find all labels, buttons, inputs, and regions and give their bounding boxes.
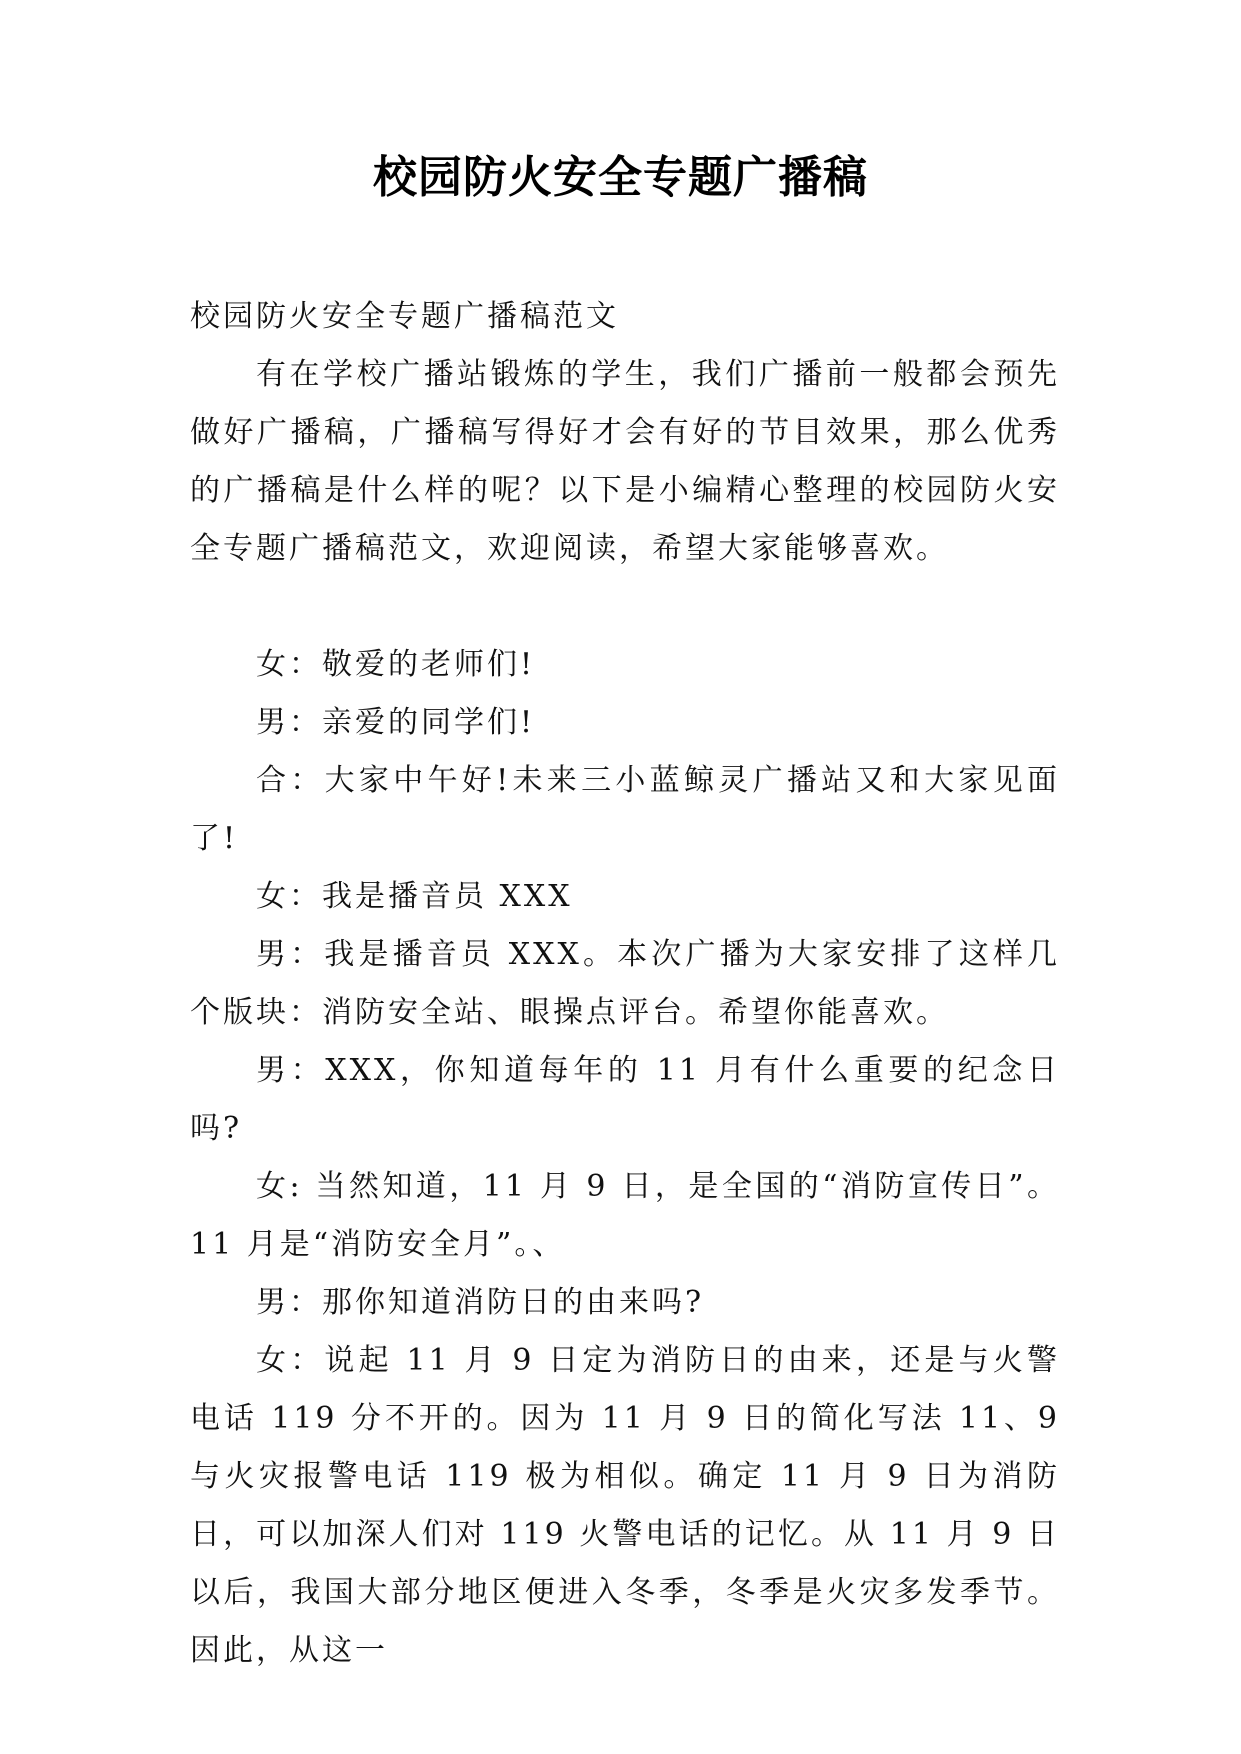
dialogue-line: 合：大家中午好!未来三小蓝鲸灵广播站又和大家见面了! (190, 763, 1060, 856)
document-subtitle: 校园防火安全专题广播稿范文 (190, 299, 619, 334)
document-title: 校园防火安全专题广播稿 (373, 152, 868, 203)
dialogue-line: 女：说起 11 月 9 日定为消防日的由来，还是与火警电话 119 分不开的。因为 11 月 9 日的简化写法 11、9 与火灾报警电话 119 极为相似。确定 11 月 9 日为消防日，可以加深人们对 119 火警电话的记忆。从 11 月 9 日以后，我国大部分地区便进入冬季，冬季是火灾多发季节。因此，从这一 (190, 1343, 1060, 1668)
dialogue-line: 男：我是播音员 XXX。本次广播为大家安排了这样几个版块：消防安全站、眼操点评台。希望你能喜欢。 (190, 937, 1060, 1030)
dialogue-line: 女：敬爱的老师们! (256, 647, 536, 682)
document-body (190, 288, 1060, 1680)
dialogue-line: 女：我是播音员 XXX (256, 879, 573, 914)
paragraph-spacer (190, 578, 1060, 636)
intro-paragraph: 有在学校广播站锻炼的学生，我们广播前一般都会预先做好广播稿，广播稿写得好才会有好的节目效果，那么优秀的广播稿是什么样的呢？以下是小编精心整理的校园防火安全专题广播稿范文，欢迎阅读，希望大家能够喜欢。 (190, 357, 1060, 566)
dialogue-line: 男：亲爱的同学们! (256, 705, 536, 740)
dialogue-line: 女: 当然知道，11 月 9 日，是全国的“消防宣传日”。11 月是“消防安全月”。、 (190, 1169, 1060, 1262)
dialogue-line: 男：那你知道消防日的由来吗? (256, 1285, 705, 1320)
dialogue-line: 男：XXX，你知道每年的 11 月有什么重要的纪念日吗? (190, 1053, 1060, 1146)
